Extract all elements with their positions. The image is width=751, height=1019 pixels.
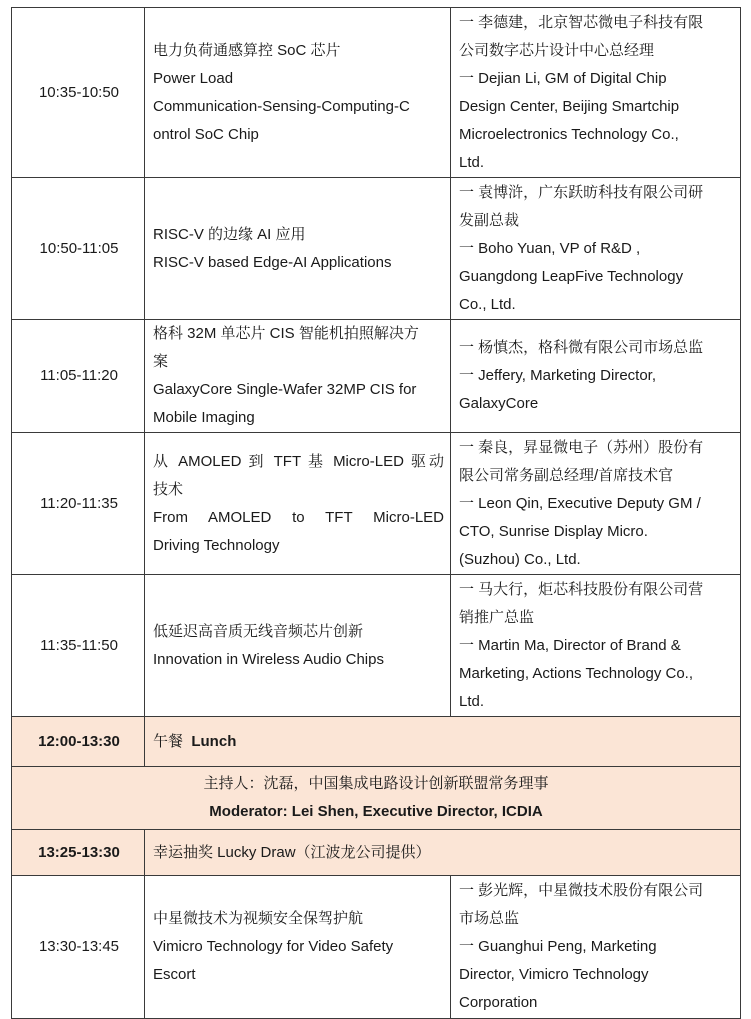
speaker-line: Microelectronics Technology Co.,	[459, 125, 679, 143]
topic-line: 低延迟高音质无线音频芯片创新	[153, 622, 364, 640]
session-topic	[145, 876, 451, 1019]
session-speaker	[451, 178, 741, 320]
lunch-label	[145, 717, 741, 767]
agenda-table	[11, 7, 741, 1019]
lucky-draw-row	[12, 830, 741, 876]
session-topic	[145, 8, 451, 178]
session-time: 10:35-10:50	[12, 8, 145, 178]
lunch-label-cn: 午餐	[153, 732, 184, 750]
speaker-line: 一 Dejian Li, GM of Digital Chip	[459, 69, 667, 87]
speaker-line: GalaxyCore	[459, 395, 539, 412]
topic-line: Driving Technology	[153, 536, 280, 554]
speaker-line: Corporation	[459, 994, 538, 1011]
speaker-line: 一 杨慎杰，格科微有限公司市场总监	[459, 339, 704, 356]
lunch-row	[12, 717, 741, 767]
speaker-line: 市场总监	[459, 910, 520, 927]
speaker-line: 一 Jeffery, Marketing Director,	[459, 367, 657, 384]
speaker-line: 一 袁博浒，广东跃昉科技有限公司研	[459, 183, 704, 201]
topic-line: Mobile Imaging	[153, 409, 255, 426]
topic-line: Vimicro Technology for Video Safety	[153, 938, 394, 955]
table-row	[12, 876, 741, 1019]
session-speaker	[451, 876, 741, 1019]
table-row	[12, 433, 741, 575]
topic-line: Power Load	[153, 69, 234, 87]
topic-line: 电力负荷通感算控 SoC 芯片	[153, 41, 341, 59]
table-row	[12, 178, 741, 320]
topic-line: RISC-V 的边缘 AI 应用	[153, 225, 306, 243]
speaker-line: 一 彭光辉，中星微技术股份有限公司	[459, 882, 704, 899]
moderator-row	[12, 767, 741, 830]
lucky-draw-label: 幸运抽奖 Lucky Draw（江波龙公司提供）	[145, 830, 741, 876]
table-row	[12, 320, 741, 433]
topic-line: 中星微技术为视频安全保驾护航	[153, 910, 364, 927]
moderator-en: Moderator: Lei Shen, Executive Director, ICDIA	[209, 803, 543, 820]
session-topic	[145, 178, 451, 320]
topic-line: ontrol SoC Chip	[153, 125, 259, 143]
speaker-line: Co., Ltd.	[459, 295, 516, 313]
moderator-cell	[12, 767, 741, 830]
session-time: 11:05-11:20	[12, 320, 145, 433]
speaker-line: (Suzhou) Co., Ltd.	[459, 550, 581, 568]
table-row	[12, 575, 741, 717]
session-time: 11:20-11:35	[12, 433, 145, 575]
speaker-line: 限公司常务副总经理/首席技术官	[459, 466, 674, 484]
session-time: 11:35-11:50	[12, 575, 145, 717]
speaker-line: 一 马大行，炬芯科技股份有限公司营	[459, 580, 704, 598]
session-topic	[145, 433, 451, 575]
lunch-time: 12:00-13:30	[12, 717, 145, 767]
speaker-line: Ltd.	[459, 153, 485, 171]
session-time: 10:50-11:05	[12, 178, 145, 320]
lunch-label-en: Lunch	[191, 732, 237, 750]
speaker-line: 一 Martin Ma, Director of Brand &	[459, 636, 681, 654]
session-speaker	[451, 575, 741, 717]
session-speaker	[451, 8, 741, 178]
topic-line: 技术	[153, 480, 184, 498]
topic-line: 格科 32M 单芯片 CIS 智能机拍照解决方	[153, 325, 419, 342]
topic-line: From AMOLED to TFT Micro-LED	[153, 508, 444, 526]
speaker-line: 公司数字芯片设计中心总经理	[459, 41, 655, 59]
lucky-draw-time: 13:25-13:30	[12, 830, 145, 876]
speaker-line: 销推广总监	[459, 608, 535, 626]
topic-line: 从 AMOLED 到 TFT 基 Micro-LED 驱动	[153, 452, 444, 470]
speaker-line: Director, Vimicro Technology	[459, 966, 649, 983]
session-topic	[145, 575, 451, 717]
session-speaker	[451, 433, 741, 575]
speaker-line: Ltd.	[459, 692, 485, 710]
topic-line: RISC-V based Edge-AI Applications	[153, 253, 392, 271]
session-topic	[145, 320, 451, 433]
speaker-line: 发副总裁	[459, 211, 520, 229]
session-speaker	[451, 320, 741, 433]
speaker-line: Design Center, Beijing Smartchip	[459, 97, 680, 115]
speaker-line: 一 Boho Yuan, VP of R&D ,	[459, 239, 641, 257]
topic-line: Escort	[153, 966, 196, 983]
topic-line: Innovation in Wireless Audio Chips	[153, 650, 384, 668]
moderator-cn: 主持人：沈磊，中国集成电路设计创新联盟常务理事	[203, 775, 549, 792]
speaker-line: 一 Leon Qin, Executive Deputy GM /	[459, 494, 701, 512]
table-row	[12, 8, 741, 178]
speaker-line: 一 李德建，北京智芯微电子科技有限	[459, 13, 704, 31]
speaker-line: Marketing, Actions Technology Co.,	[459, 664, 694, 682]
session-time: 13:30-13:45	[12, 876, 145, 1019]
speaker-line: 一 秦良，昇显微电子（苏州）股份有	[459, 438, 704, 456]
speaker-line: 一 Guanghui Peng, Marketing	[459, 938, 657, 955]
speaker-line: CTO, Sunrise Display Micro.	[459, 522, 648, 540]
topic-line: GalaxyCore Single-Wafer 32MP CIS for	[153, 381, 417, 398]
topic-line: Communication-Sensing-Computing-C	[153, 97, 410, 115]
topic-line: 案	[153, 353, 169, 370]
speaker-line: Guangdong LeapFive Technology	[459, 267, 684, 285]
